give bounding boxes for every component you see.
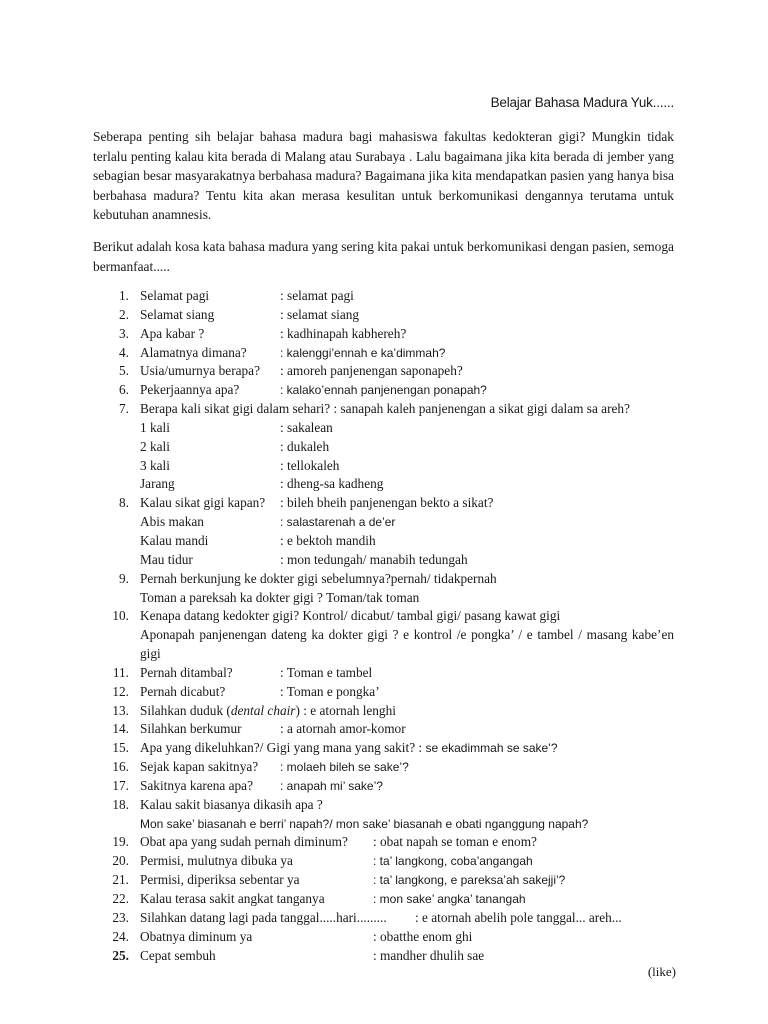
list-item: 11. Pernah ditambal? : Toman e tambel [112,664,373,680]
list-item: 12. Pernah dicabut? : Toman e pongka’ [112,683,380,699]
list-item: 21. Permisi, diperiksa sebentar ya : ta’ langkong, e pareksa’ah sakejji’? [112,872,566,888]
list-intro-paragraph: Berikut adalah kosa kata bahasa madura yang sering kita pakai untuk berkomunikasi dengan pasien, semoga bermanfaat..... [93,239,674,274]
list-item: 15. Apa yang dikeluhkan?/ Gigi yang mana yang sakit? : se ekadimmah se sake’? [112,740,558,756]
list-item: 2. Selamat siang : selamat siang [119,306,360,322]
list-item: 8. Kalau sikat gigi kapan? : bileh bheih panjenengan bekto a sikat? Abis makan : salastarenah a de’er Kalau mandi : e bektoh mandih Mau tidur : mon tedungah/ manabih tedungah [119,495,494,567]
intro-paragraph: Seberapa penting sih belajar bahasa madura bagi mahasiswa fakultas kedokteran gigi? Mungkin tidak terlalu penting kalau kita berada di Malang atau Surabaya . Lalu bagaimana jika kita berada di jember yang sebagian besar masyarakatnya berbahasa madura? Bagaimana jika kita mendapatkan pasien yang hanya bisa berbahasa madura? Tentu kita akan merasa kesulitan untuk berkomunikasi dengannya terutama untuk kebutuhan anamnesis. [93,129,674,223]
list-item: 24. Obatnya diminum ya : obatthe enom ghi [112,928,473,944]
list-item: 1. Selamat pagi : selamat pagi [119,288,354,303]
list-item: 9. Pernah berkunjung ke dokter gigi sebelumnya?pernah/ tidakpernah Toman a pareksah ka dokter gigi ? Toman/tak toman [119,570,497,605]
list-item: 4. Alamatnya dimana? : kalenggi’ennah e ka’dimmah? [119,344,446,360]
list-item: 5. Usia/umurnya berapa? : amoreh panjenengan saponapeh? [119,363,463,379]
list-item: 16. Sejak kapan sakitnya? : molaeh bileh se sake’? [112,759,409,775]
list-item: 19. Obat apa yang sudah pernah diminum? : obat napah se toman e enom? [112,834,537,850]
list-item: 25. Cepat sembuh : mandher dhulih sae [112,947,485,963]
list-item: 13. Silahkan duduk (dental chair) : e atornah lenghi [112,702,396,718]
like-footer: (like) [647,964,676,979]
list-item: 10. Kenapa datang kedokter gigi? Kontrol/ dicabut/ tambal gigi/ pasang kawat gigi Aponapah panjenengan dateng ka dokter gigi ? e kontrol /e pongka’ / e tambel / masang kabe’en gigi [112,608,674,662]
list-item: 22. Kalau terasa sakit angkat tanganya : mon sake’ angka’ tanangah [112,891,526,906]
list-item: 23. Silahkan datang lagi pada tanggal.....hari......... : e atornah abelih pole tanggal... areh... [112,909,622,925]
list-item: 17. Sakitnya karena apa? : anapah mi’ sake’? [112,777,383,793]
list-item: 20. Permisi, mulutnya dibuka ya : ta’ langkong, coba’angangah [112,853,533,869]
list-item: 6. Pekerjaannya apa? : kalako’ennah panjenengan ponapah? [119,382,487,398]
list-item: 18. Kalau sakit biasanya dikasih apa ? Mon sake’ biasanah e berri’ napah?/ mon sake’ biasanah e obati nganggung napah? [112,796,589,831]
vocabulary-list [90,287,674,965]
list-item: 7. Berapa kali sikat gigi dalam sehari? : sanapah kaleh panjenengan a sikat gigi dalam sa areh? 1 kali : sakalean 2 kali : dukaleh 3 kali : tellokaleh Jarang : dheng-sa kadheng [119,401,630,492]
list-item: 14. Silahkan berkumur : a atornah amor-komor [112,721,406,737]
document-title: Belajar Bahasa Madura Yuk...... [490,95,674,110]
list-item: 3. Apa kabar ? : kadhinapah kabhereh? [119,325,407,341]
